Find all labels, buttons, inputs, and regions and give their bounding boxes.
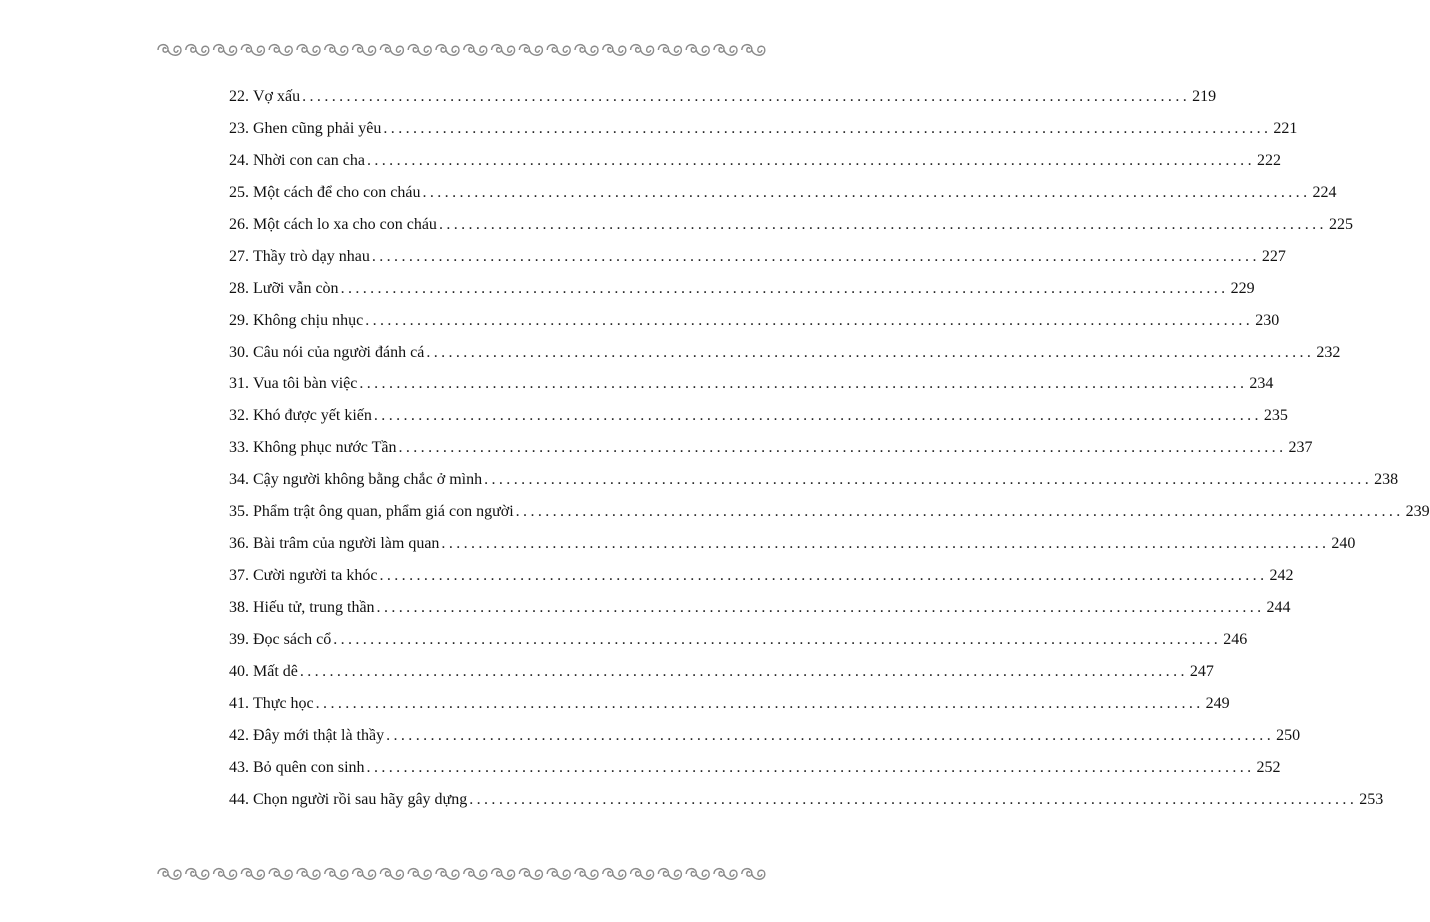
toc-entry-title: Đây mới thật là thầy bbox=[253, 726, 385, 744]
toc-entry-title: Ghen cũng phải yêu bbox=[253, 119, 382, 137]
border-swirl-icon bbox=[464, 869, 487, 880]
toc-entry bbox=[229, 790, 1384, 823]
border-swirl-icon bbox=[408, 45, 431, 56]
toc-entry-page-number: 232 bbox=[1316, 343, 1341, 361]
toc-entry-title: Một cách lo xa cho con cháu bbox=[253, 215, 437, 233]
toc-entry-page-number: 238 bbox=[1374, 471, 1399, 489]
toc-entry-page-number: 221 bbox=[1273, 119, 1298, 137]
border-swirl-icon bbox=[241, 45, 264, 56]
border-swirl-icon bbox=[353, 869, 376, 880]
border-swirl-icon bbox=[297, 45, 320, 56]
toc-entry-title: Mất dê bbox=[253, 662, 298, 680]
toc-entry-title: Lưỡi vẫn còn bbox=[253, 279, 339, 297]
dot-leader: ........................................................................................................................ bbox=[426, 343, 1315, 361]
toc-entry bbox=[229, 503, 1430, 535]
toc-entry-number: 33. bbox=[229, 439, 249, 457]
toc-entry-number: 34. bbox=[229, 471, 249, 489]
toc-entry-page-number: 234 bbox=[1249, 375, 1274, 393]
border-swirl-icon bbox=[547, 869, 570, 880]
toc-entry bbox=[229, 471, 1399, 503]
toc-entry-page-number: 225 bbox=[1328, 215, 1353, 233]
toc-entry-page-number: 239 bbox=[1405, 503, 1430, 521]
border-swirl-icon bbox=[714, 869, 737, 880]
border-swirl-icon bbox=[464, 45, 487, 56]
border-swirl-icon bbox=[186, 45, 209, 56]
border-swirl-icon bbox=[325, 869, 348, 880]
toc-entry-page-number: 230 bbox=[1255, 311, 1280, 329]
dot-leader: ........................................................................................................................ bbox=[379, 567, 1268, 585]
toc-entry-number: 42. bbox=[229, 726, 249, 744]
toc-entry-number: 24. bbox=[229, 151, 249, 169]
toc-entry-number: 27. bbox=[229, 247, 249, 265]
border-swirl-icon bbox=[436, 45, 459, 56]
toc-entry-title: Đọc sách cổ bbox=[253, 630, 332, 648]
border-swirl-icon bbox=[575, 45, 598, 56]
border-swirl-icon bbox=[436, 869, 459, 880]
toc-entry-title: Bỏ quên con sinh bbox=[253, 758, 365, 776]
border-swirl-icon bbox=[186, 869, 209, 880]
dot-leader: ........................................................................................................................ bbox=[373, 407, 1262, 425]
toc-entry-title: Câu nói của người đánh cá bbox=[253, 343, 425, 361]
border-swirl-icon bbox=[492, 45, 515, 56]
toc-entry-page-number: 246 bbox=[1223, 630, 1248, 648]
toc-entry-page-number: 235 bbox=[1263, 407, 1288, 425]
dot-leader: ........................................................................................................................ bbox=[422, 183, 1311, 201]
toc-entry bbox=[229, 439, 1313, 471]
toc-entry-page-number: 240 bbox=[1331, 535, 1356, 553]
border-swirl-icon bbox=[325, 45, 348, 56]
border-swirl-icon bbox=[631, 869, 654, 880]
border-swirl-icon bbox=[742, 45, 765, 56]
toc-entry bbox=[229, 311, 1280, 344]
dot-leader: ........................................................................................................................ bbox=[299, 662, 1188, 680]
toc-entry-number: 36. bbox=[229, 535, 249, 553]
border-swirl-icon bbox=[353, 45, 376, 56]
toc-entry-page-number: 222 bbox=[1256, 151, 1281, 169]
dot-leader: ........................................................................................................................ bbox=[315, 694, 1204, 712]
toc-entry-number: 29. bbox=[229, 311, 249, 329]
dot-leader: ........................................................................................................................ bbox=[333, 630, 1222, 648]
toc-entry-page-number: 227 bbox=[1261, 247, 1286, 265]
border-swirl-icon bbox=[631, 45, 654, 56]
toc-entry bbox=[229, 535, 1356, 567]
toc-entry-number: 37. bbox=[229, 567, 249, 585]
toc-entry bbox=[229, 407, 1288, 439]
top-ornament-border-icon bbox=[156, 40, 768, 60]
dot-leader: ........................................................................................................................ bbox=[469, 790, 1358, 808]
toc-entry-title: Khó được yết kiến bbox=[253, 407, 372, 425]
toc-entry-title: Không chịu nhục bbox=[253, 311, 364, 329]
dot-leader: ........................................................................................................................ bbox=[302, 88, 1191, 105]
toc-entry bbox=[229, 375, 1274, 407]
dot-leader: ........................................................................................................................ bbox=[359, 375, 1248, 393]
toc-entry bbox=[229, 247, 1286, 280]
border-swirl-icon bbox=[241, 869, 264, 880]
toc-entry-number: 35. bbox=[229, 503, 249, 521]
toc-entry bbox=[229, 88, 1217, 120]
toc-entry-number: 39. bbox=[229, 630, 249, 648]
border-swirl-icon bbox=[575, 869, 598, 880]
border-swirl-icon bbox=[686, 869, 709, 880]
border-swirl-icon bbox=[658, 45, 681, 56]
toc-entry-number: 26. bbox=[229, 215, 249, 233]
toc-entry-title: Vợ xấu bbox=[253, 88, 301, 105]
toc-entry-page-number: 249 bbox=[1205, 694, 1230, 712]
toc-entry-number: 30. bbox=[229, 343, 249, 361]
toc-entry-number: 41. bbox=[229, 694, 249, 712]
toc-entry-page-number: 229 bbox=[1230, 279, 1255, 297]
border-swirl-icon bbox=[742, 869, 765, 880]
toc-entry-title: Thầy trò dạy nhau bbox=[253, 247, 370, 265]
toc-entry-number: 23. bbox=[229, 119, 249, 137]
border-swirl-icon bbox=[714, 45, 737, 56]
toc-entry-page-number: 253 bbox=[1359, 790, 1384, 808]
dot-leader: ........................................................................................................................ bbox=[383, 119, 1272, 137]
toc-entry bbox=[229, 183, 1337, 216]
toc-entry bbox=[229, 599, 1291, 631]
dot-leader: ........................................................................................................................ bbox=[366, 758, 1255, 776]
border-swirl-icon bbox=[269, 45, 292, 56]
toc-entry-number: 25. bbox=[229, 183, 249, 201]
table-of-contents bbox=[229, 88, 1430, 823]
toc-entry bbox=[229, 567, 1294, 599]
toc-entry-page-number: 252 bbox=[1256, 758, 1281, 776]
toc-entry-title: Hiếu tử, trung thần bbox=[253, 599, 375, 616]
toc-entry-page-number: 224 bbox=[1312, 183, 1337, 201]
toc-entry bbox=[229, 279, 1255, 312]
toc-entry-number: 28. bbox=[229, 279, 249, 297]
toc-entry bbox=[229, 758, 1281, 791]
toc-entry-number: 38. bbox=[229, 599, 249, 616]
toc-entry-title: Không phục nước Tần bbox=[253, 439, 397, 457]
toc-entry bbox=[229, 215, 1353, 248]
toc-entry bbox=[229, 662, 1214, 695]
toc-entry-title: Nhời con can cha bbox=[253, 151, 365, 169]
toc-entry-page-number: 219 bbox=[1192, 88, 1217, 105]
border-swirl-icon bbox=[686, 45, 709, 56]
dot-leader: ........................................................................................................................ bbox=[365, 311, 1254, 329]
toc-entry-title: Vua tôi bàn việc bbox=[253, 375, 358, 393]
toc-entry bbox=[229, 151, 1281, 184]
border-swirl-icon bbox=[658, 869, 681, 880]
border-swirl-icon bbox=[547, 45, 570, 56]
toc-entry-number: 31. bbox=[229, 375, 249, 393]
dot-leader: ........................................................................................................................ bbox=[441, 535, 1330, 553]
toc-entry-page-number: 242 bbox=[1269, 567, 1294, 585]
dot-leader: ........................................................................................................................ bbox=[376, 599, 1265, 616]
border-swirl-icon bbox=[297, 869, 320, 880]
toc-entry-page-number: 244 bbox=[1266, 599, 1291, 616]
toc-entry-page-number: 247 bbox=[1189, 662, 1214, 680]
border-swirl-icon bbox=[603, 869, 626, 880]
toc-entry-title: Thực học bbox=[253, 694, 314, 712]
dot-leader: ........................................................................................................................ bbox=[515, 503, 1404, 521]
toc-entry-number: 43. bbox=[229, 758, 249, 776]
toc-entry bbox=[229, 119, 1298, 152]
toc-entry-number: 22. bbox=[229, 88, 249, 105]
toc-entry-title: Phẩm trật ông quan, phẩm giá con người bbox=[253, 503, 514, 521]
toc-entry bbox=[229, 630, 1248, 663]
dot-leader: ........................................................................................................................ bbox=[386, 726, 1275, 744]
border-swirl-icon bbox=[214, 45, 237, 56]
dot-leader: ........................................................................................................................ bbox=[371, 247, 1260, 265]
border-swirl-icon bbox=[603, 45, 626, 56]
toc-entry-page-number: 250 bbox=[1276, 726, 1301, 744]
toc-entry-number: 44. bbox=[229, 790, 249, 808]
toc-entry-title: Cười người ta khóc bbox=[253, 567, 378, 585]
border-swirl-icon bbox=[158, 869, 181, 880]
toc-entry-title: Một cách để cho con cháu bbox=[253, 183, 421, 201]
dot-leader: ........................................................................................................................ bbox=[484, 471, 1373, 489]
toc-entry-title: Cậy người không bằng chắc ở mình bbox=[253, 471, 483, 489]
border-swirl-icon bbox=[214, 869, 237, 880]
border-swirl-icon bbox=[492, 869, 515, 880]
dot-leader: ........................................................................................................................ bbox=[340, 279, 1229, 297]
bottom-ornament-border-icon bbox=[156, 864, 768, 884]
toc-entry-number: 40. bbox=[229, 662, 249, 680]
toc-entry bbox=[229, 726, 1301, 759]
border-swirl-icon bbox=[519, 45, 542, 56]
border-swirl-icon bbox=[408, 869, 431, 880]
border-swirl-icon bbox=[380, 869, 403, 880]
toc-entry-title: Chọn người rồi sau hãy gây dựng bbox=[253, 790, 468, 808]
border-swirl-icon bbox=[519, 869, 542, 880]
toc-entry bbox=[229, 694, 1230, 727]
toc-entry bbox=[229, 343, 1341, 376]
toc-entry-title: Bài trâm của người làm quan bbox=[253, 535, 440, 553]
dot-leader: ........................................................................................................................ bbox=[398, 439, 1287, 457]
toc-entry-number: 32. bbox=[229, 407, 249, 425]
toc-entry-page-number: 237 bbox=[1288, 439, 1313, 457]
dot-leader: ........................................................................................................................ bbox=[366, 151, 1255, 169]
border-swirl-icon bbox=[158, 45, 181, 56]
dot-leader: ........................................................................................................................ bbox=[438, 215, 1327, 233]
border-swirl-icon bbox=[380, 45, 403, 56]
border-swirl-icon bbox=[269, 869, 292, 880]
